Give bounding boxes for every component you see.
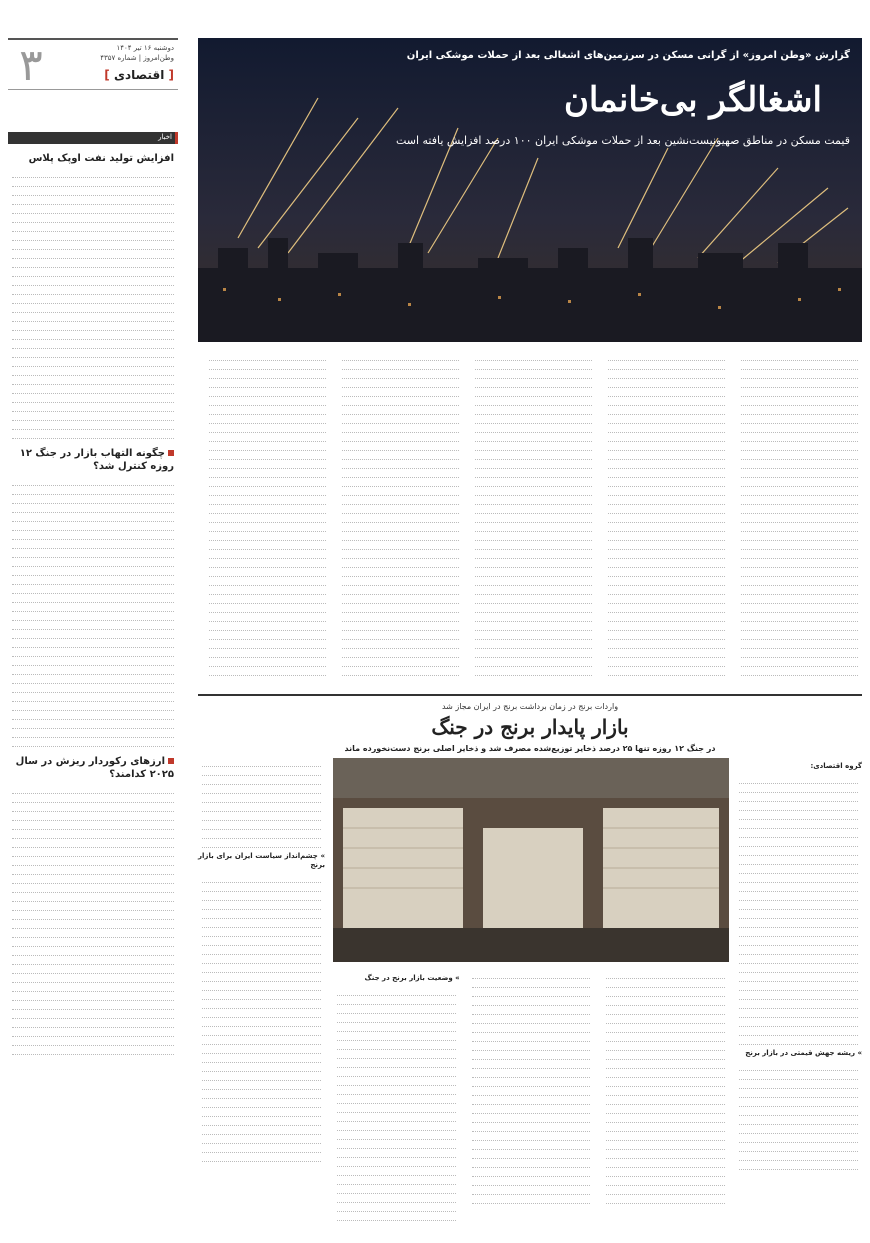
sidebar-text-line (12, 920, 174, 929)
text-line (337, 1041, 456, 1050)
sidebar-text-line (12, 178, 174, 187)
text-line (606, 988, 725, 997)
sidebar-text-line (12, 340, 174, 349)
text-line (739, 811, 858, 820)
text-line (739, 1143, 858, 1152)
text-line (337, 1050, 456, 1059)
text-line (202, 991, 321, 1000)
sidebar-text-line (12, 250, 174, 259)
sidebar-text-line (12, 648, 174, 657)
sidebar-text-line (12, 639, 174, 648)
text-line (337, 1059, 456, 1068)
text-line (202, 821, 321, 830)
text-line (337, 1086, 456, 1095)
sidebar-text-line (12, 803, 174, 812)
text-line (739, 1134, 858, 1143)
text-line (337, 1194, 456, 1203)
sidebar-text-line (12, 693, 174, 702)
text-line (202, 892, 321, 901)
sidebar-story-title[interactable]: افزایش تولید نفت اوپک پلاس (28, 153, 174, 164)
text-line (337, 1158, 456, 1167)
second-column (735, 758, 862, 1170)
text-line (202, 1144, 321, 1153)
sidebar-text-line (12, 684, 174, 693)
text-line (606, 1168, 725, 1177)
text-line (739, 919, 858, 928)
text-line (202, 776, 321, 785)
text-line (472, 1051, 591, 1060)
text-line (739, 1036, 858, 1045)
second-column (602, 970, 729, 1221)
text-line (606, 979, 725, 988)
text-line (606, 1132, 725, 1141)
text-line (202, 1135, 321, 1144)
text-line (472, 1087, 591, 1096)
sidebar-text-line (12, 412, 174, 421)
text-line (472, 1168, 591, 1177)
text-line (202, 973, 321, 982)
text-line (472, 1105, 591, 1114)
text-line (739, 973, 858, 982)
sidebar-text-line (12, 430, 174, 439)
text-line (202, 901, 321, 910)
news-tag: اخبار (8, 132, 178, 144)
text-line (202, 910, 321, 919)
sidebar-text-line (12, 205, 174, 214)
issue-number: وطن‌امروز | شماره ۴۳۵۷ (100, 54, 174, 62)
text-line (739, 1089, 858, 1098)
sidebar-text-line (12, 169, 174, 178)
text-line (202, 1063, 321, 1072)
text-line (472, 1033, 591, 1042)
text-line (337, 1131, 456, 1140)
sidebar-text-line (12, 349, 174, 358)
text-line (202, 1036, 321, 1045)
sidebar-text-line (12, 504, 174, 513)
sidebar-text-line (12, 893, 174, 902)
text-line (606, 997, 725, 1006)
text-line (606, 970, 725, 979)
text-line (472, 1069, 591, 1078)
sidebar-story-title[interactable]: ارزهای رکوردار ریزش در سال ۲۰۲۵ کدامند؟ (15, 756, 174, 780)
sidebar-text-line (12, 875, 174, 884)
text-line (739, 1161, 858, 1170)
text-line (337, 1167, 456, 1176)
text-line (202, 1153, 321, 1162)
text-line (739, 883, 858, 892)
text-line (739, 838, 858, 847)
text-line (337, 1122, 456, 1131)
text-line (472, 1150, 591, 1159)
sidebar-text-line (12, 785, 174, 794)
text-line (337, 1140, 456, 1149)
sidebar-text-line (12, 839, 174, 848)
sidebar-text-line (12, 702, 174, 711)
sidebar-text-line (12, 738, 174, 747)
text-line (472, 1195, 591, 1204)
section-title: [ اقتصادی ] (104, 68, 174, 82)
second-headline: بازار پایدار برنج در جنگ (431, 715, 629, 739)
text-line (472, 1096, 591, 1105)
text-line (202, 758, 321, 767)
text-line (337, 1104, 456, 1113)
text-line (202, 1072, 321, 1081)
sidebar-text-line (12, 313, 174, 322)
sidebar-text-line (12, 259, 174, 268)
sidebar-text-line (12, 277, 174, 286)
text-line (606, 1015, 725, 1024)
text-line (202, 955, 321, 964)
text-line (739, 1027, 858, 1036)
text-line (472, 1114, 591, 1123)
text-line (739, 775, 858, 784)
sidebar-text-line (12, 376, 174, 385)
text-line (202, 1126, 321, 1135)
sidebar-stories (8, 152, 178, 1055)
text-line (472, 1015, 591, 1024)
text-line (739, 892, 858, 901)
text-line (337, 1203, 456, 1212)
text-line (606, 1177, 725, 1186)
text-line (739, 955, 858, 964)
text-line (202, 794, 321, 803)
text-line (472, 1132, 591, 1141)
text-line (739, 793, 858, 802)
sidebar-text-line (12, 358, 174, 367)
lead-headline: اشغالگر بی‌خانمان (563, 80, 822, 120)
text-line (739, 802, 858, 811)
text-line (202, 919, 321, 928)
text-line (739, 1152, 858, 1161)
subhead: » چشم‌انداز سیاست ایران برای بازار برنج (198, 852, 325, 869)
text-line (739, 964, 858, 973)
text-line (337, 1149, 456, 1158)
sidebar-text-line (12, 929, 174, 938)
sidebar-text-line (12, 857, 174, 866)
text-line (739, 874, 858, 883)
text-line (739, 784, 858, 793)
text-line (739, 1116, 858, 1125)
sidebar-text-line (12, 965, 174, 974)
sidebar-text-line (12, 522, 174, 531)
sidebar-story-title[interactable]: چگونه التهاب بازار در جنگ ۱۲ روزه کنترل شد؟ (19, 448, 174, 472)
lead-subtitle: قیمت مسکن در مناطق صهیونیست‌نشین بعد از حملات موشکی ایران ۱۰۰ درصد افزایش یافته است (395, 134, 850, 147)
page-number: ۳ (19, 40, 43, 91)
sidebar-text-line (12, 531, 174, 540)
text-line (337, 1068, 456, 1077)
second-lead: در جنگ ۱۲ روزه تنها ۲۵ درصد ذخایر توزیع‌شده مصرف شد و ذخایر اصلی برنج دست‌نخورده ماند (344, 744, 716, 753)
sidebar-text-line (12, 1010, 174, 1019)
text-line (606, 1087, 725, 1096)
text-line (739, 1125, 858, 1134)
subhead: » وضعیت بازار برنج در جنگ (364, 974, 460, 982)
sidebar-text-line (12, 720, 174, 729)
sidebar-text-line (12, 295, 174, 304)
sidebar-text-line (12, 421, 174, 430)
text-line (472, 997, 591, 1006)
text-line (606, 1195, 725, 1204)
text-line (739, 937, 858, 946)
text-line (606, 1078, 725, 1087)
text-line (739, 1062, 858, 1071)
text-line (202, 1117, 321, 1126)
text-line (202, 1099, 321, 1108)
under-photo-columns (333, 970, 729, 1221)
text-line (202, 785, 321, 794)
sidebar-text-line (12, 540, 174, 549)
sidebar-text-line (12, 513, 174, 522)
text-line (606, 1051, 725, 1060)
sidebar-text-line (12, 187, 174, 196)
text-line (202, 1009, 321, 1018)
sidebar-text-line (12, 666, 174, 675)
sidebar-text-line (12, 558, 174, 567)
text-line (472, 1123, 591, 1132)
text-line (472, 1042, 591, 1051)
text-line (606, 1123, 725, 1132)
sidebar-text-line (12, 603, 174, 612)
text-line (202, 883, 321, 892)
sidebar-text-line (12, 585, 174, 594)
sidebar-text-line (12, 711, 174, 720)
sidebar-text-line (12, 911, 174, 920)
text-line (202, 767, 321, 776)
text-line (606, 1114, 725, 1123)
text-line (337, 1185, 456, 1194)
sidebar-text-line (12, 196, 174, 205)
text-line (606, 1042, 725, 1051)
text-line (739, 1107, 858, 1116)
text-line (472, 1159, 591, 1168)
text-line (472, 1186, 591, 1195)
text-line (202, 1090, 321, 1099)
text-line (739, 1018, 858, 1027)
text-line (739, 901, 858, 910)
text-line (202, 964, 321, 973)
second-column (198, 758, 325, 1162)
sidebar-text-line (12, 1046, 174, 1055)
sidebar-text-line (12, 576, 174, 585)
sidebar-text-line (12, 794, 174, 803)
text-line (739, 982, 858, 991)
text-line (202, 1054, 321, 1063)
text-line (472, 1141, 591, 1150)
sidebar-text-line (12, 657, 174, 666)
text-line (606, 1141, 725, 1150)
text-line (606, 1096, 725, 1105)
text-line (202, 946, 321, 955)
sidebar-text-line (12, 1019, 174, 1028)
sidebar-text-line (12, 1028, 174, 1037)
text-line (202, 982, 321, 991)
sidebar-text-line (12, 268, 174, 277)
text-line (739, 1009, 858, 1018)
text-line (202, 1018, 321, 1027)
sidebar-text-line (12, 821, 174, 830)
sidebar-text-line (12, 286, 174, 295)
text-line (739, 847, 858, 856)
text-line (472, 1006, 591, 1015)
sidebar-text-line (12, 974, 174, 983)
text-line (337, 1032, 456, 1041)
sidebar-text-line (12, 594, 174, 603)
text-line (202, 1027, 321, 1036)
text-line (202, 1108, 321, 1117)
bullet-icon (168, 450, 174, 456)
text-line (472, 1060, 591, 1069)
sidebar-text-line (12, 612, 174, 621)
text-line (739, 829, 858, 838)
text-line (606, 1024, 725, 1033)
text-line (739, 1000, 858, 1009)
sidebar-text-line (12, 304, 174, 313)
sidebar-text-line (12, 495, 174, 504)
second-kicker: واردات برنج در زمان برداشت برنج در ایران مجاز شد (441, 702, 619, 711)
sidebar-text-line (12, 675, 174, 684)
second-story-body (198, 758, 862, 1238)
sidebar-text-line (12, 1037, 174, 1046)
text-line (606, 1006, 725, 1015)
sidebar-text-line (12, 567, 174, 576)
sidebar-text-line (12, 367, 174, 376)
text-line (739, 1071, 858, 1080)
text-line (202, 812, 321, 821)
sidebar-text-line (12, 866, 174, 875)
news-sidebar (8, 38, 178, 1236)
text-line (337, 1113, 456, 1122)
text-line (337, 1023, 456, 1032)
text-line (337, 996, 456, 1005)
text-line (739, 856, 858, 865)
sidebar-text-line (12, 983, 174, 992)
sidebar-text-line (12, 812, 174, 821)
text-line (606, 1069, 725, 1078)
sidebar-text-line (12, 223, 174, 232)
sidebar-text-line (12, 241, 174, 250)
sidebar-text-line (12, 549, 174, 558)
text-line (202, 874, 321, 883)
text-line (606, 1033, 725, 1042)
text-line (337, 1095, 456, 1104)
text-line (472, 1024, 591, 1033)
sidebar-text-line (12, 848, 174, 857)
text-line (472, 970, 591, 979)
text-line (606, 1159, 725, 1168)
text-line (739, 910, 858, 919)
sidebar-text-line (12, 729, 174, 738)
text-line (606, 1150, 725, 1159)
second-column (333, 970, 460, 1221)
text-line (739, 820, 858, 829)
subhead: » ریشه جهش قیمتی در بازار برنج (745, 1049, 862, 1057)
text-line (202, 1081, 321, 1090)
text-line (739, 865, 858, 874)
sidebar-text-line (12, 477, 174, 486)
sidebar-text-line (12, 232, 174, 241)
text-line (202, 1045, 321, 1054)
text-line (337, 1212, 456, 1221)
text-line (472, 1177, 591, 1186)
sidebar-text-line (12, 331, 174, 340)
sidebar-text-line (12, 322, 174, 331)
sidebar-text-line (12, 403, 174, 412)
sidebar-text-line (12, 938, 174, 947)
lead-kicker: گزارش «وطن امروز» از گرانی مسکن در سرزمین‌های اشغالی بعد از حملات موشکی ایران (406, 50, 850, 61)
text-line (337, 1014, 456, 1023)
text-line (606, 1060, 725, 1069)
sidebar-text-line (12, 884, 174, 893)
sidebar-text-line (12, 621, 174, 630)
sidebar-text-line (12, 956, 174, 965)
text-line (472, 1078, 591, 1087)
sidebar-text-line (12, 630, 174, 639)
sidebar-text-line (12, 486, 174, 495)
text-line (472, 988, 591, 997)
text-line (337, 1077, 456, 1086)
text-line (337, 1005, 456, 1014)
text-line (739, 1098, 858, 1107)
sidebar-text-line (12, 385, 174, 394)
text-line (202, 839, 321, 848)
text-line (739, 991, 858, 1000)
text-line (202, 830, 321, 839)
sidebar-text-line (12, 394, 174, 403)
page-header (8, 38, 178, 90)
subhead: گروه اقتصادی: (810, 762, 862, 770)
text-line (337, 987, 456, 996)
issue-date: دوشنبه ۱۶ تیر ۱۴۰۴ (116, 44, 174, 52)
sidebar-text-line (12, 992, 174, 1001)
bullet-icon (168, 758, 174, 764)
sidebar-text-line (12, 947, 174, 956)
sidebar-text-line (12, 1001, 174, 1010)
sidebar-text-line (12, 830, 174, 839)
text-line (739, 1080, 858, 1089)
text-line (739, 928, 858, 937)
text-line (202, 803, 321, 812)
text-line (202, 1000, 321, 1009)
text-line (739, 946, 858, 955)
text-line (606, 1186, 725, 1195)
text-line (202, 937, 321, 946)
text-line (337, 1176, 456, 1185)
sidebar-text-line (12, 214, 174, 223)
sidebar-text-line (12, 902, 174, 911)
second-column (468, 970, 595, 1221)
text-line (472, 979, 591, 988)
text-line (606, 1105, 725, 1114)
text-line (202, 928, 321, 937)
